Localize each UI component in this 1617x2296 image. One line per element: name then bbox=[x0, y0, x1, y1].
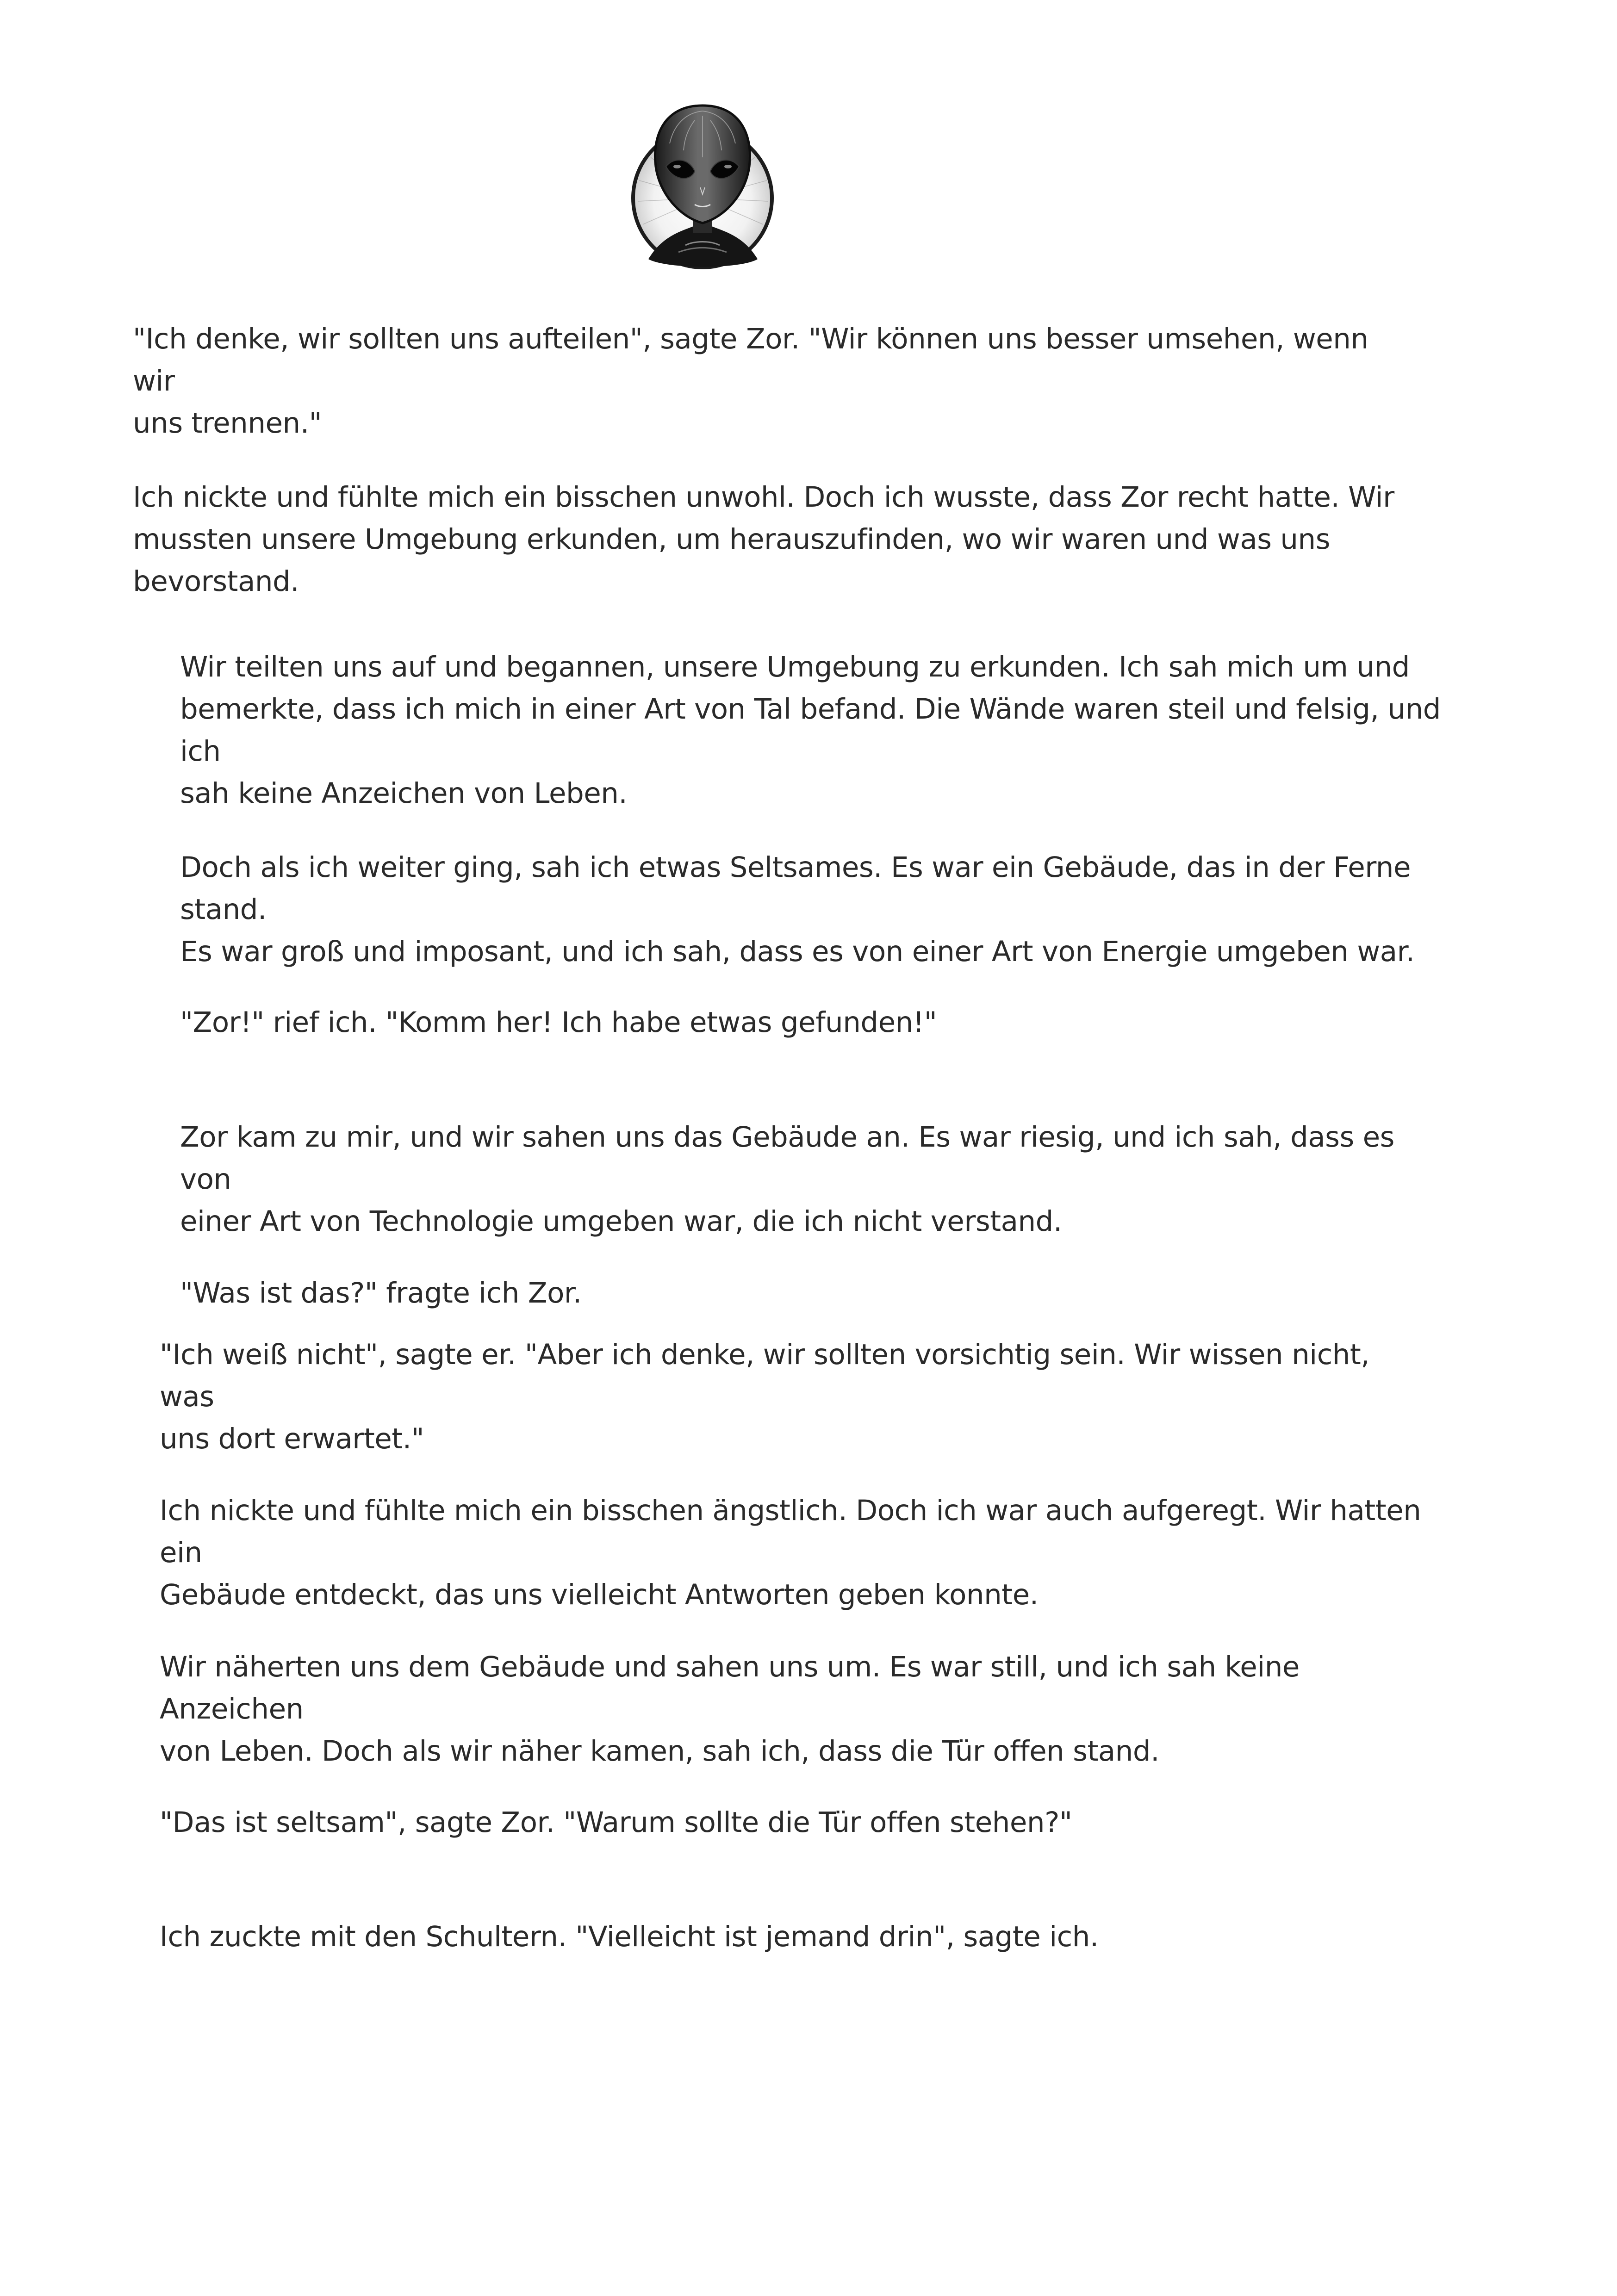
story-paragraph-8: "Ich weiß nicht", sagte er. "Aber ich denke, wir sollten vorsichtig sein. Wir wissen nicht, was uns dort erwartet." bbox=[160, 1338, 1370, 1455]
story-paragraph-7: "Was ist das?" fragte ich Zor. bbox=[180, 1277, 582, 1309]
story-paragraph-5: "Zor!" rief ich. "Komm her! Ich habe etwas gefunden!" bbox=[180, 1006, 937, 1039]
story-paragraph-4: Doch als ich weiter ging, sah ich etwas Seltsames. Es war ein Gebäude, das in der Ferne stand. Es war groß und imposant, und ich sah, dass es von einer Art von Energie umgeben war. bbox=[180, 851, 1415, 968]
story-paragraph-3: Wir teilten uns auf und begannen, unsere Umgebung zu erkunden. Ich sah mich um und bemerkte, dass ich mich in einer Art von Tal befand. Die Wände waren steil und felsig, und ich sah keine Anzeichen von Leben. bbox=[180, 651, 1441, 810]
alien-head-icon bbox=[630, 102, 775, 273]
story-paragraph-1: "Ich denke, wir sollten uns aufteilen", sagte Zor. "Wir können uns besser umsehen, wenn wir uns trennen." bbox=[133, 323, 1368, 440]
story-paragraph-10: Wir näherten uns dem Gebäude und sahen uns um. Es war still, und ich sah keine Anzeichen von Leben. Doch als wir näher kamen, sah ich, dass die Tür offen stand. bbox=[160, 1651, 1300, 1768]
story-paragraph-9: Ich nickte und fühlte mich ein bisschen ängstlich. Doch ich war auch aufgeregt. Wir hatten ein Gebäude entdeckt, das uns vielleicht Antworten geben konnte. bbox=[160, 1494, 1421, 1611]
story-paragraph-6: Zor kam zu mir, und wir sahen uns das Gebäude an. Es war riesig, und ich sah, dass es von einer Art von Technologie umgeben war, die ich nicht verstand. bbox=[180, 1121, 1394, 1238]
story-paragraph-11: "Das ist seltsam", sagte Zor. "Warum sollte die Tür offen stehen?" bbox=[160, 1806, 1072, 1839]
story-paragraph-12: Ich zuckte mit den Schultern. "Vielleicht ist jemand drin", sagte ich. bbox=[160, 1920, 1099, 1953]
story-paragraph-2: Ich nickte und fühlte mich ein bisschen unwohl. Doch ich wusste, dass Zor recht hatte. Wir mussten unsere Umgebung erkunden, um herauszufinden, wo wir waren und was uns bevorstand. bbox=[133, 481, 1394, 598]
